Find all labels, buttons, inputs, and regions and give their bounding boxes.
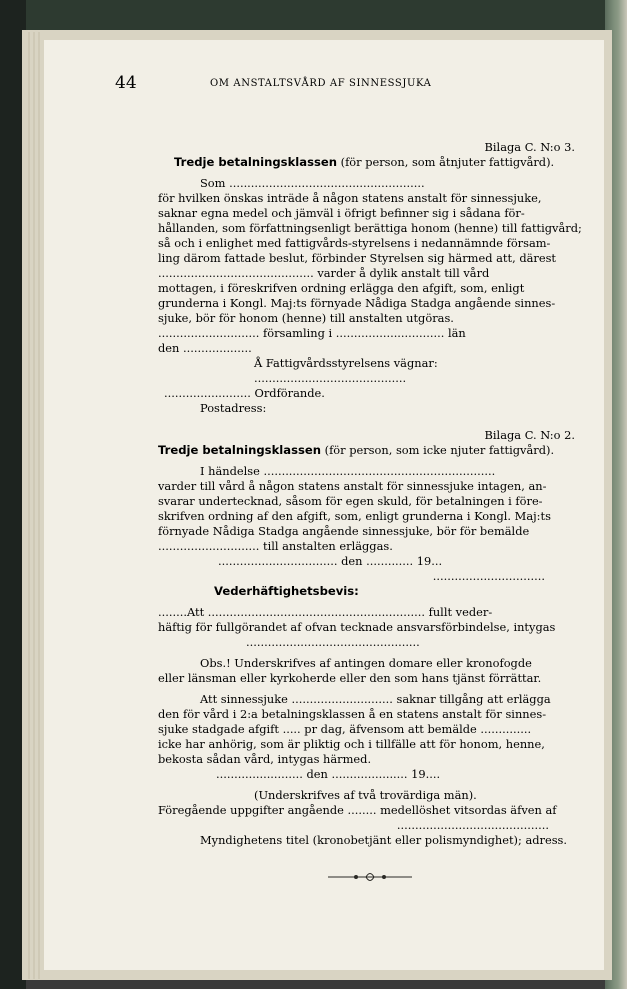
body-line: ........................................... varder å dylik anstalt till vård <box>158 266 490 280</box>
body-line: ................................................ <box>246 635 420 649</box>
ornament-dot <box>354 875 358 879</box>
obs-line: Obs.! Underskrifves af antingen domare eller kronofogde <box>200 656 532 670</box>
form-heading-rest: (för person, som icke njuter fattigvård). <box>321 443 555 457</box>
body-line: så och i enlighet med fattigvårds-styrelsens i nedannämnde försam- <box>158 236 551 250</box>
body-line: varder till vård å någon statens anstalt för sinnessjuke intagen, an- <box>158 479 547 493</box>
signature-dots: .......................................... <box>396 818 549 832</box>
witness-note: (Underskrifves af två trovärdiga män). <box>254 788 477 802</box>
body-line: bekosta sådan vård, intygas härmed. <box>158 752 372 766</box>
body-line: saknar egna medel och jämväl i öfrigt befinner sig i sådana för- <box>158 206 525 220</box>
authority-line: Myndighetens titel (kronobetjänt eller polismyndighet); adress. <box>200 833 568 847</box>
certificate-heading: Vederhäftighetsbevis: <box>214 584 359 598</box>
body-line: svarar undertecknad, såsom för egen skuld, för betalningen i före- <box>158 494 543 508</box>
page-edge <box>38 32 40 979</box>
body-line: den för vård i 2:a betalningsklassen å en statens anstalt för sinnes- <box>158 707 547 721</box>
chair-line: ........................ Ordförande. <box>164 386 325 400</box>
ornament-dot <box>382 875 386 879</box>
body-line: ........Att ............................................................ fullt veder- <box>158 605 493 619</box>
body-line: häftig för fullgörandet af ofvan tecknade ansvarsförbindelse, intygas <box>158 620 556 634</box>
ornament-rule <box>328 870 412 884</box>
body-line: sjuke, bör för honom (henne) till anstalten utgöras. <box>158 311 454 325</box>
form-heading-bold: Tredje betalningsklassen <box>158 443 321 457</box>
form-heading-bold: Tredje betalningsklassen <box>174 155 337 169</box>
page-edge <box>33 32 35 979</box>
form-heading <box>158 443 583 458</box>
book-board-top <box>0 0 627 30</box>
signature-dots: .......................................... <box>254 371 407 385</box>
body-line: mottagen, i föreskrifven ordning erlägga den afgift, som, enligt <box>158 281 525 295</box>
body-line: förnyade Nådiga Stadga angående sinnessjuke, bör för bemälde <box>158 524 530 538</box>
body-line: sjuke stadgade afgift ..... pr dag, äfvensom att bemälde .............. <box>158 722 532 736</box>
body-line: icke har anhörig, som är pliktig och i tillfälle att för honom, henne, <box>158 737 545 751</box>
body-line: ling därom fattade beslut, förbinder Styrelsen sig härmed att, därest <box>158 251 557 265</box>
body-line: hållanden, som författningsenligt berättiga honom (henne) till fattigvård; <box>158 221 582 235</box>
postadress-label: Postadress: <box>200 401 267 415</box>
body-line: ................................. den ............. 19... <box>218 554 443 568</box>
body-line: Föregående uppgifter angående ........ medellöshet vitsordas äfven af <box>158 803 557 817</box>
signature-label: Å Fattigvårdsstyrelsens vägnar: <box>254 356 438 370</box>
body-line: Som ...................................................... <box>200 176 425 190</box>
page-header <box>115 73 535 93</box>
form-heading-rest: (för person, som åtnjuter fattigvård). <box>337 155 555 169</box>
page-body <box>158 140 583 848</box>
page-edge <box>28 32 30 979</box>
body-line: ............................ församling i .............................. län <box>158 326 466 340</box>
body-line: ........................ den ..................... 19.... <box>216 767 441 781</box>
page-number: 44 <box>115 73 137 93</box>
bilaga-label: Bilaga C. N:o 3. <box>484 140 575 154</box>
body-line: den ................... <box>158 341 252 355</box>
body-line: för hvilken önskas inträde å någon statens anstalt för sinnessjuke, <box>158 191 542 205</box>
body-line: ............................ till anstalten erläggas. <box>158 539 393 553</box>
form-heading <box>158 155 583 170</box>
body-line: I händelse ................................................................ <box>200 464 496 478</box>
body-line: Att sinnessjuke ............................ saknar tillgång att erlägga <box>200 692 551 706</box>
signature-dots: ............................... <box>432 569 545 583</box>
body-line: skrifven ordning af den afgift, som, enligt grunderna i Kongl. Maj:ts <box>158 509 551 523</box>
body-line: grunderna i Kongl. Maj:ts förnyade Nådiga Stadga angående sinnes- <box>158 296 556 310</box>
bilaga-label: Bilaga C. N:o 2. <box>484 428 575 442</box>
obs-line: eller länsman eller kyrkoherde eller den som hans tjänst förrättar. <box>158 671 542 685</box>
running-title: OM ANSTALTSVÅRD AF SINNESSJUKA <box>210 78 432 89</box>
